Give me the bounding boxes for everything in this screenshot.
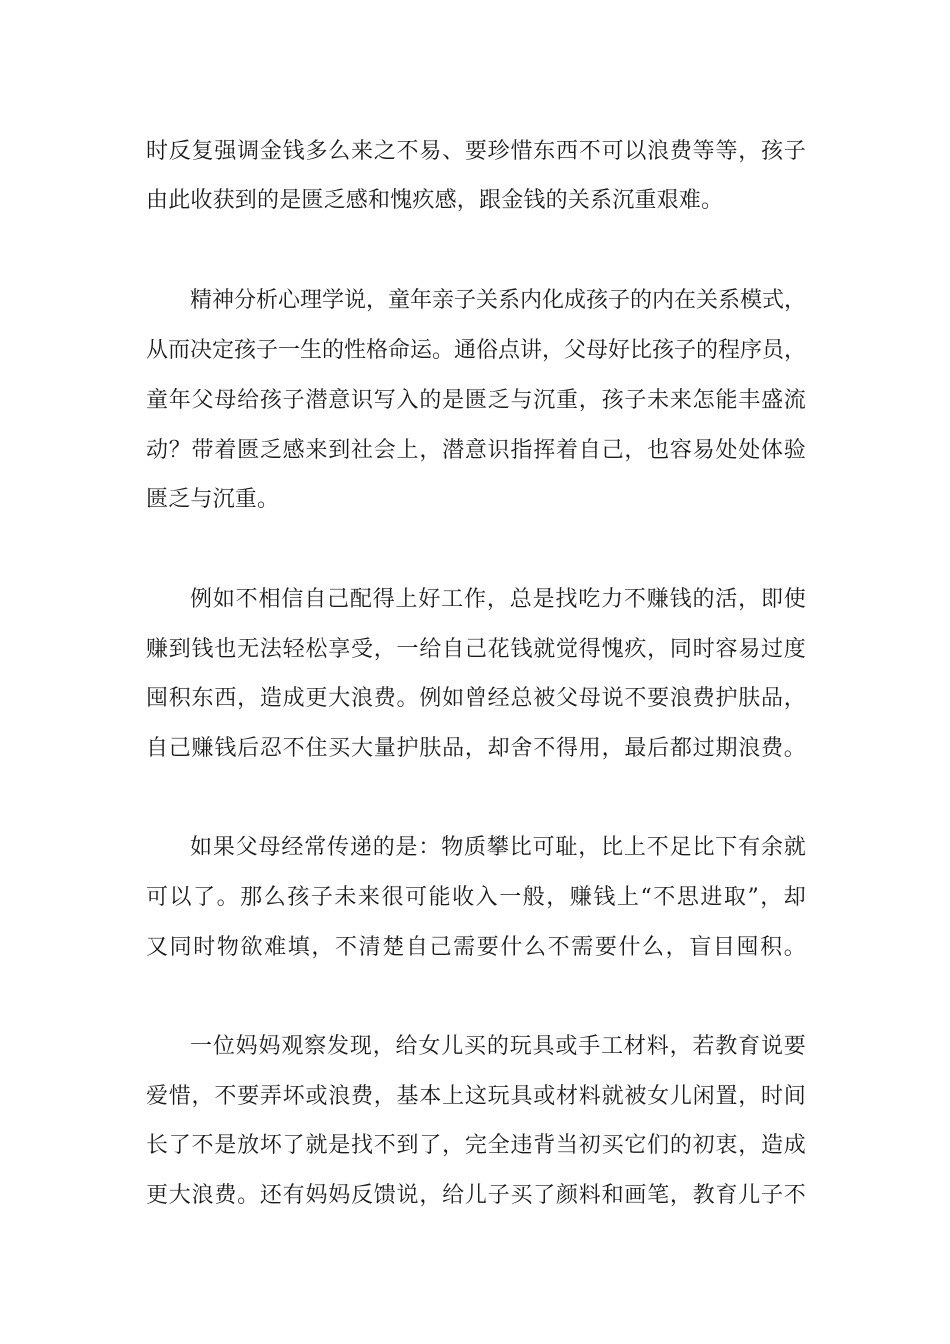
text-line: 又同时物欲难填，不清楚自己需要什么不需要什么，盲目囤积。 <box>146 935 808 960</box>
text-line: 例如不相信自己配得上好工作，总是找吃力不赚钱的活，即使 <box>190 587 807 612</box>
text-line: 精神分析心理学说，童年亲子关系内化成孩子的内在关系模式， <box>190 288 806 313</box>
text-line: 动？带着匮乏感来到社会上，潜意识指挥着自己，也容易处处体验 <box>146 438 807 463</box>
text-line: 爱惜，不要弄坏或浪费，基本上这玩具或材料就被女儿闲置，时间 <box>146 1084 807 1109</box>
text-line: 如果父母经常传递的是：物质攀比可耻，比上不足比下有余就 <box>190 835 807 860</box>
text-line: 一位妈妈观察发现，给女儿买的玩具或手工材料，若教育说要 <box>190 1034 807 1059</box>
text-line: 更大浪费。还有妈妈反馈说，给儿子买了颜料和画笔，教育儿子不 <box>146 1183 807 1208</box>
text-line: 自己赚钱后忍不住买大量护肤品，却舍不得用，最后都过期浪费。 <box>146 736 807 761</box>
text-line: 由此收获到的是匮乏感和愧疚感，跟金钱的关系沉重艰难。 <box>146 188 724 213</box>
text-line: 从而决定孩子一生的性格命运。通俗点讲，父母好比孩子的程序员， <box>146 338 806 363</box>
text-line: 囤积东西，造成更大浪费。例如曾经总被父母说不要浪费护肤品， <box>146 686 807 711</box>
text-line: 童年父母给孩子潜意识写入的是匮乏与沉重，孩子未来怎能丰盛流 <box>146 388 807 413</box>
text-line: 匮乏与沉重。 <box>146 487 280 512</box>
text-line: 赚到钱也无法轻松享受，一给自己花钱就觉得愧疚，同时容易过度 <box>146 637 807 662</box>
text-line: 可以了。那么孩子未来很可能收入一般，赚钱上“不思进取”，却 <box>146 885 808 910</box>
text-line: 长了不是放坏了就是找不到了，完全违背当初买它们的初衷，造成 <box>146 1133 807 1158</box>
text-line: 时反复强调金钱多么来之不易、要珍惜东西不可以浪费等等，孩子 <box>146 139 807 164</box>
